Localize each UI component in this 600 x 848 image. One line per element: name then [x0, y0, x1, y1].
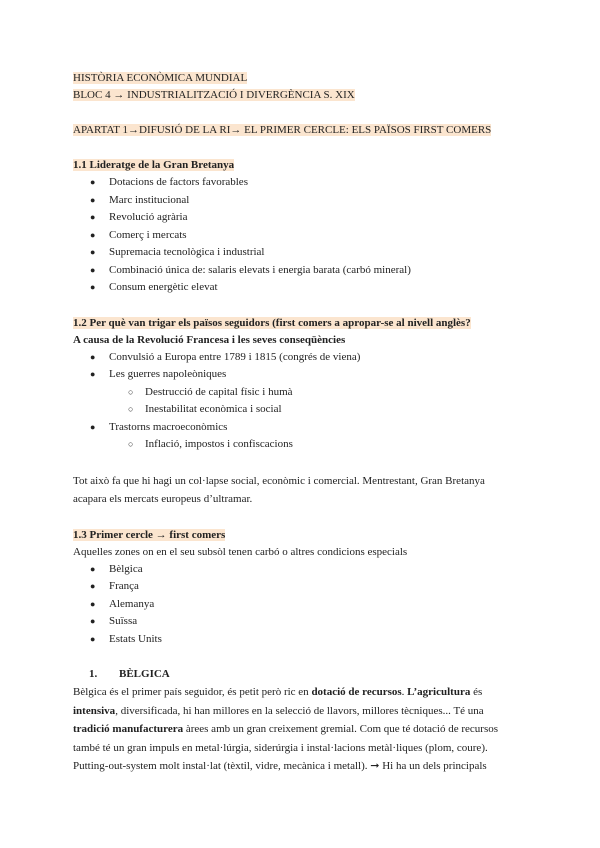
spacer	[73, 139, 528, 157]
paragraph-line	[73, 720, 528, 739]
heading-number: 1.	[89, 668, 98, 680]
circle-bullet-icon: ○	[128, 386, 134, 397]
list-item	[73, 419, 528, 437]
text-run: àrees amb un gran creixement gremial. Com que té dotació de recursos	[183, 723, 499, 735]
spacer	[73, 648, 528, 666]
text-run: és	[470, 686, 483, 698]
bullet-icon: ●	[90, 282, 96, 292]
bullet-icon: ●	[90, 598, 96, 609]
list-item-text: Suïssa	[109, 615, 138, 627]
list-item-text: Convulsió a Europa entre 1789 i 1815 (congrés de viena)	[109, 350, 361, 363]
list-item	[73, 227, 528, 245]
course-title-line	[73, 70, 528, 87]
section-1-1-title: 1.1 Lideratge de la Gran Bretanya	[73, 159, 235, 171]
section-1-3-list	[73, 561, 528, 649]
spacer	[73, 454, 528, 472]
document-content	[73, 70, 528, 776]
list-item	[73, 262, 528, 280]
course-title: HISTÒRIA ECONÒMICA MUNDIAL	[73, 72, 248, 84]
circle-bullet-icon: ○	[128, 404, 134, 414]
bullet-icon: ●	[90, 247, 96, 257]
list-item-text: Comerç i mercats	[109, 228, 187, 241]
bullet-icon: ●	[90, 421, 96, 432]
bold-text: L’agricultura	[407, 686, 471, 698]
bullet-icon: ●	[90, 563, 96, 574]
list-item	[73, 209, 528, 227]
list-item	[73, 366, 528, 384]
bullet-icon: ●	[90, 616, 96, 626]
bullet-icon: ●	[90, 369, 96, 379]
heading-text: BÈLGICA	[119, 668, 170, 680]
section-1-2-list-cont	[73, 419, 528, 437]
list-item	[73, 561, 528, 579]
list-item-text: Dotacions de factors favorables	[109, 176, 248, 188]
circle-bullet-icon: ○	[128, 439, 134, 449]
belgica-paragraph	[73, 683, 528, 776]
section-1-2-title-line	[73, 315, 528, 332]
bold-text: dotació de recursos	[311, 686, 402, 698]
belgica-heading	[73, 666, 528, 683]
block-title-line	[73, 87, 528, 104]
block-title: BLOC 4 → INDUSTRIALITZACIÓ I DIVERGÈNCIA S. XIX	[73, 89, 355, 101]
apartat-title: APARTAT 1→DIFUSIÓ DE LA RI→ EL PRIMER CERCLE: ELS PAÏSOS FIRST COMERS	[73, 124, 492, 136]
list-item	[73, 631, 528, 649]
bullet-icon: ●	[90, 351, 96, 362]
section-1-2-sublist	[73, 384, 528, 419]
section-1-1-list	[73, 174, 528, 297]
paragraph-line	[73, 702, 528, 721]
list-item-text: Bèlgica	[109, 562, 143, 575]
sub-list-item-text: Inestabilitat econòmica i social	[145, 403, 282, 415]
list-item-text: Trastorns macroeconòmics	[109, 420, 228, 433]
section-1-2-list	[73, 349, 528, 384]
list-item-text: Marc institucional	[109, 193, 190, 206]
sub-list-item	[73, 401, 528, 419]
list-item-text: Les guerres napoleòniques	[109, 368, 227, 380]
sub-list-item-text: Destrucció de capital físic i humà	[145, 385, 293, 398]
paragraph-line: també té un gran impuls en metal·lúrgia, siderúrgia i instal·lacions metàl·liques (plom, coure).	[73, 741, 488, 754]
sub-list-item-text: Inflació, impostos i confiscacions	[145, 438, 293, 450]
list-item	[73, 596, 528, 614]
paragraph-line: Tot això fa que hi hagi un col·lapse social, econòmic i comercial. Mentrestant, Gran Bretanya	[73, 474, 485, 487]
list-item-text: França	[109, 580, 139, 592]
spacer	[73, 104, 528, 122]
list-item	[73, 578, 528, 596]
list-item	[73, 174, 528, 192]
apartat-title-line	[73, 122, 528, 139]
bullet-icon: ●	[90, 264, 96, 275]
list-item	[73, 349, 528, 367]
list-item	[73, 192, 528, 210]
spacer	[73, 509, 528, 527]
list-item-text: Supremacia tecnològica i industrial	[109, 246, 265, 258]
section-1-3-title: 1.3 Primer cercle → first comers	[73, 528, 226, 541]
list-item	[73, 279, 528, 297]
section-1-2-title: 1.2 Per què van trigar els països seguidors (first comers a apropar-se al nivell anglès?	[73, 316, 471, 329]
bullet-icon: ●	[90, 194, 96, 205]
bold-text: tradició manufacturera	[73, 723, 184, 735]
section-1-2-sublist-2	[73, 436, 528, 454]
list-item-text: Combinació única de: salaris elevats i energia barata (carbó mineral)	[109, 263, 411, 276]
paragraph-collapse	[73, 472, 528, 509]
list-item-text: Estats Units	[109, 632, 162, 645]
text-run: Bèlgica és el primer país seguidor, és petit però ric en	[73, 686, 312, 698]
bullet-icon: ●	[90, 581, 96, 591]
text-run: .	[401, 686, 408, 698]
list-item	[73, 613, 528, 631]
bold-text: intensiva	[73, 704, 116, 717]
section-1-3-title-line	[73, 527, 528, 544]
text-run: , diversificada, hi han millores en la selecció de llavors, millores tècniques... Té una	[115, 704, 484, 717]
bullet-icon: ●	[90, 177, 96, 187]
sub-list-item	[73, 384, 528, 402]
list-item-text: Alemanya	[109, 597, 155, 610]
list-item-text: Consum energètic elevat	[109, 281, 218, 293]
section-1-1-title-line	[73, 157, 528, 174]
list-item-text: Revolució agrària	[109, 211, 188, 223]
list-item	[73, 244, 528, 262]
bullet-icon: ●	[90, 229, 96, 240]
bullet-icon: ●	[90, 212, 96, 222]
paragraph-line	[73, 683, 528, 702]
spacer	[73, 297, 528, 315]
section-1-2-subtitle: A causa de la Revolució Francesa i les seves conseqüències	[73, 333, 346, 346]
section-1-3-intro: Aquelles zones on en el seu subsòl tenen carbó o altres condicions especials	[73, 545, 408, 558]
bullet-icon: ●	[90, 633, 96, 644]
paragraph-line: acapara els mercats europeus d’ultramar.	[73, 493, 253, 505]
sub-list-item	[73, 436, 528, 454]
paragraph-line: Putting-out-system molt instal·lat (tèxtil, vidre, mecànica i metall). ➞ Hi ha un dels principals	[73, 760, 487, 772]
